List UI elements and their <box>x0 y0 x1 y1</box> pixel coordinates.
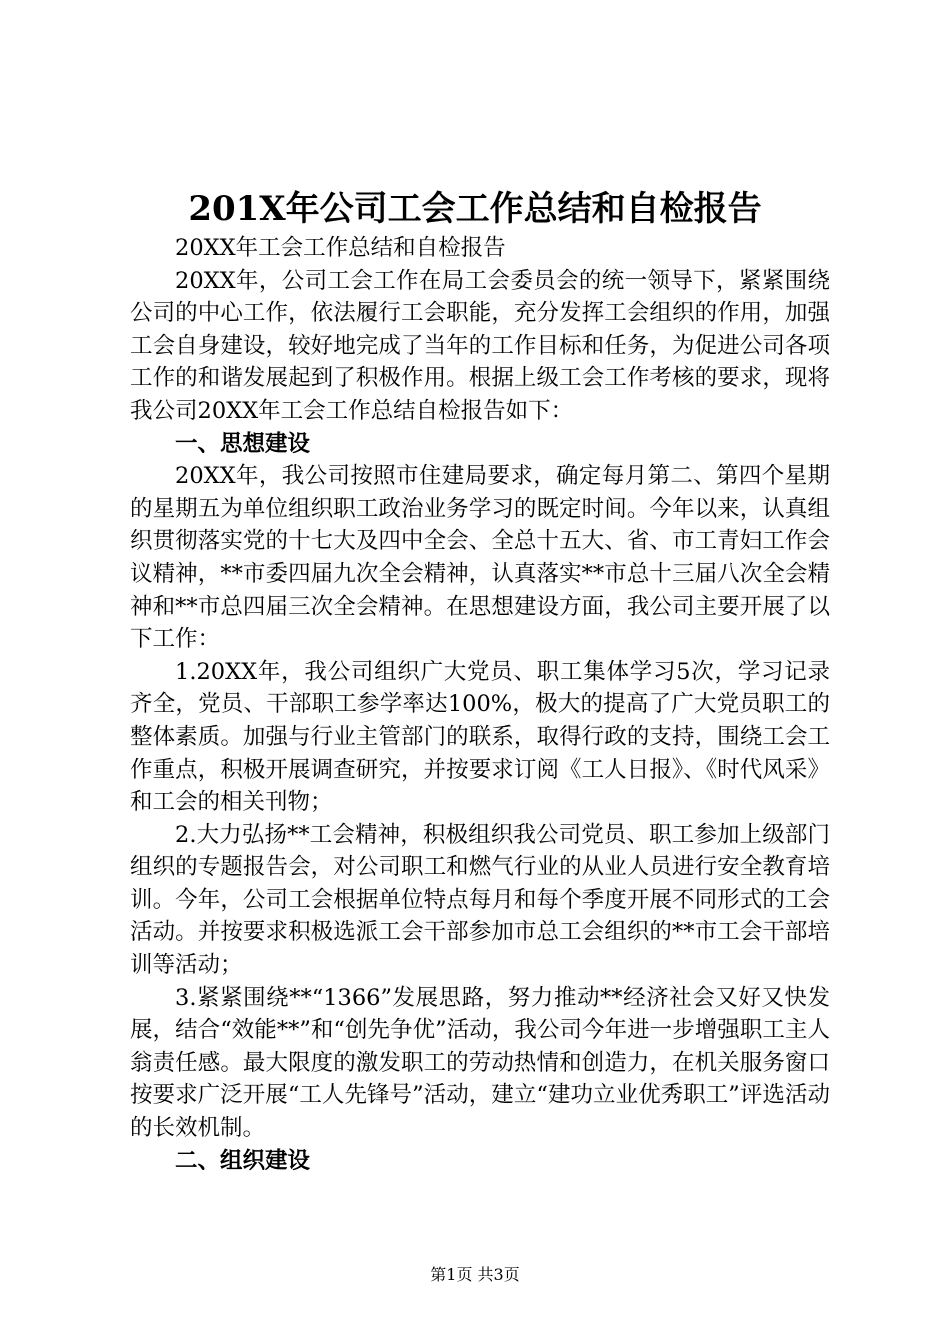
document-body <box>130 232 830 1177</box>
document-title: 201X年公司工会工作总结和自检报告 <box>188 189 762 229</box>
paragraph-item-3: 3.紧紧围绕**“1366”发展思路，努力推动**经济社会又好又快发展，结合“效能**”和“创先争优”活动，我公司今年进一步增强职工主人翁责任感。最大限度的激发职工的劳动热情和创造力，在机关服务窗口按要求广泛开展“工人先锋号”活动，建立“建功立业优秀职工”评选活动的长效机制。 <box>130 984 830 1142</box>
paragraph-item-2: 2.大力弘扬**工会精神，积极组织我公司党员、职工参加上级部门组织的专题报告会，对公司职工和燃气行业的从业人员进行安全教育培训。今年，公司工会根据单位特点每月和每个季度开展不同形式的工会活动。并按要求积极选派工会干部参加市总工会组织的**市工会干部培训等活动； <box>130 821 830 979</box>
page-number-footer: 第1页 共3页 <box>430 1265 520 1284</box>
paragraph-intro: 20XX年，公司工会工作在局工会委员会的统一领导下，紧紧围绕公司的中心工作，依法履行工会职能，充分发挥工会组织的作用，加强工会自身建设，较好地完成了当年的工作目标和任务，为促进公司各项工作的和谐发展起到了积极作用。根据上级工会工作考核的要求，现将我公司20XX年工会工作总结自检报告如下： <box>130 267 830 424</box>
paragraph-ideology: 20XX年，我公司按照市住建局要求，确定每月第二、第四个星期的星期五为单位组织职工政治业务学习的既定时间。今年以来，认真组织贯彻落实党的十七大及四中全会、全总十五大、省、市工青妇工作会议精神，**市委四届九次全会精神，认真落实**市总十三届八次全会精神和**市总四届三次全会精神。在思想建设方面，我公司主要开展了以下工作： <box>130 463 830 653</box>
section-heading-ideology: 一、思想建设 <box>175 430 311 457</box>
section-heading-organization: 二、组织建设 <box>175 1147 311 1174</box>
paragraph-subtitle: 20XX年工会工作总结和自检报告 <box>175 235 506 261</box>
paragraph-item-1: 1.20XX年，我公司组织广大党员、职工集体学习5次，学习记录齐全，党员、干部职工参学率达100%，极大的提高了广大党员职工的整体素质。加强与行业主管部门的联系，取得行政的支持，围绕工会工作重点，积极开展调查研究，并按要求订阅《工人日报》、《时代风采》和工会的相关刊物； <box>130 658 830 816</box>
